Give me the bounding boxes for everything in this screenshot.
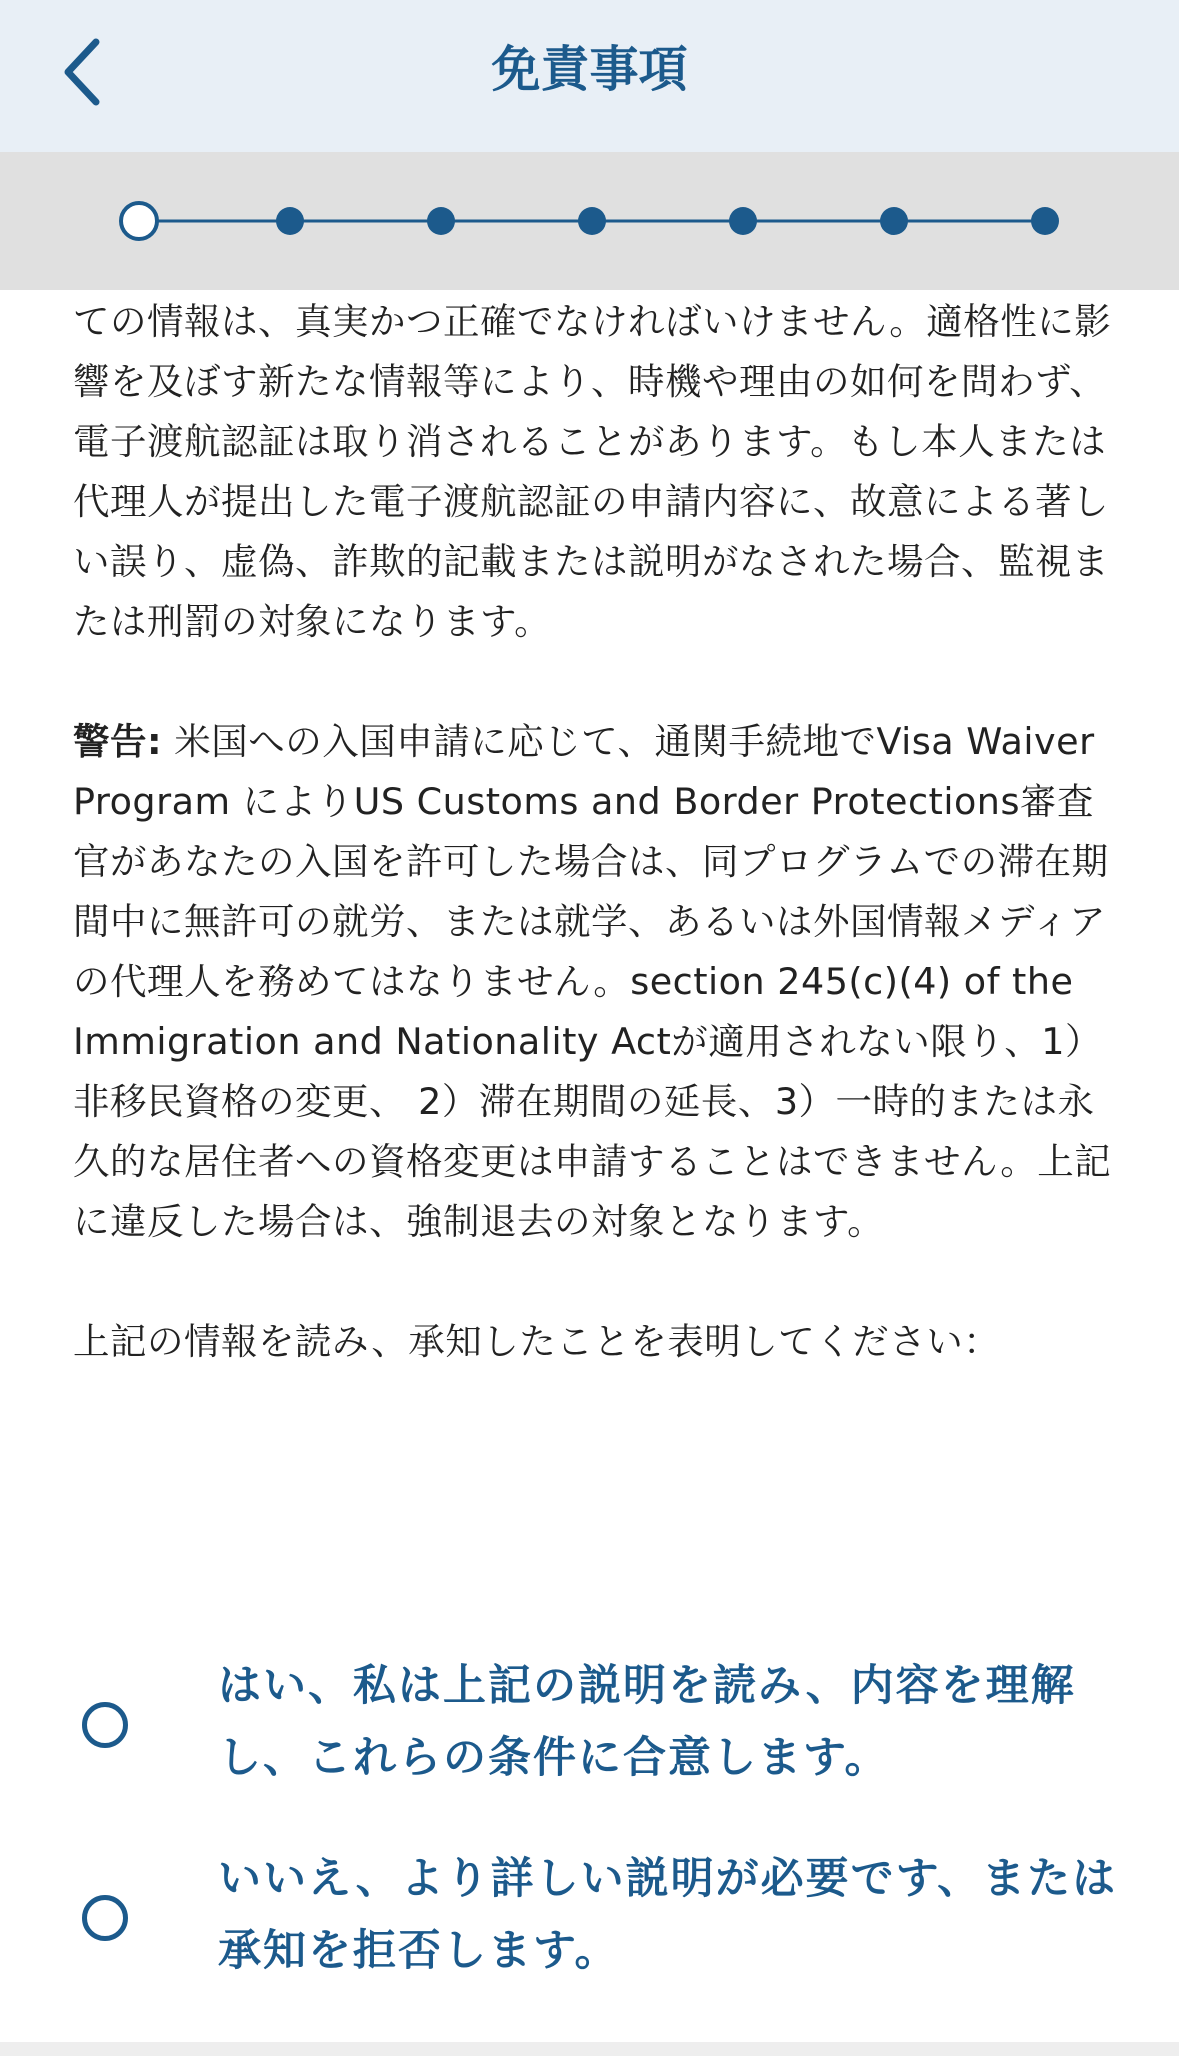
- radio-decline-icon[interactable]: [82, 1895, 128, 1941]
- option-agree-label[interactable]: はい、私は上記の説明を読み、内容を理解し、これらの条件に合意します。: [218, 1661, 1076, 1783]
- step-dot: [1031, 207, 1059, 235]
- bottom-divider: [0, 2042, 1179, 2056]
- disclaimer-paragraph: ての情報は、真実かつ正確でなければいけません。適格性に影響を及ぼす新たな情報等により、時機や理由の如何を問わず、電子渡航認証は取り消されることがあります。もし本人または代理人が提出した電子渡航認証の申請内容に、故意による著しい誤り、虚偽、詐欺的記載または説明がなされた場合、監視または刑罰の対象になります。: [73, 300, 1112, 643]
- option-decline[interactable]: [70, 1843, 1130, 1993]
- warning-paragraph: [73, 712, 1113, 1252]
- acknowledge-prompt: 上記の情報を読み、承知したことを表明してください：: [73, 1320, 1001, 1363]
- step-dot: [427, 207, 455, 235]
- warning-label: 警告:: [73, 720, 163, 763]
- stepper-track: [0, 152, 1179, 290]
- option-agree[interactable]: [70, 1650, 1130, 1800]
- disclaimer-content: [73, 292, 1113, 1372]
- step-dot: [880, 207, 908, 235]
- progress-stepper: [0, 152, 1179, 290]
- step-dot: [729, 207, 757, 235]
- step-dot: [578, 207, 606, 235]
- step-dot-current: [121, 203, 157, 239]
- step-dot: [276, 207, 304, 235]
- option-decline-label[interactable]: いいえ、より詳しい説明が必要です、または承知を拒否します。: [218, 1854, 1118, 1976]
- radio-agree-icon[interactable]: [82, 1702, 128, 1748]
- warning-text: 米国への入国申請に応じて、通関手続地でVisa Waiver Program によりUS Customs and Border Protections審査官があなたの入国を許可した場合は、同プログラムでの滞在期間中に無許可の就労、または就学、あるいは外国情報メディアの代理人を務めてはなりません。section 245(c)(4) of the Immigration and Nationality Actが適用されない限り、1）非移民資格の変更、 2）滞在期間の延長、3）一時的または永久的な居住者への資格変更は申請することはできません。上記に違反した場合は、強制退去の対象となります。: [73, 720, 1112, 1243]
- header-bar: [0, 0, 1179, 152]
- page-title: 免責事項: [491, 41, 688, 98]
